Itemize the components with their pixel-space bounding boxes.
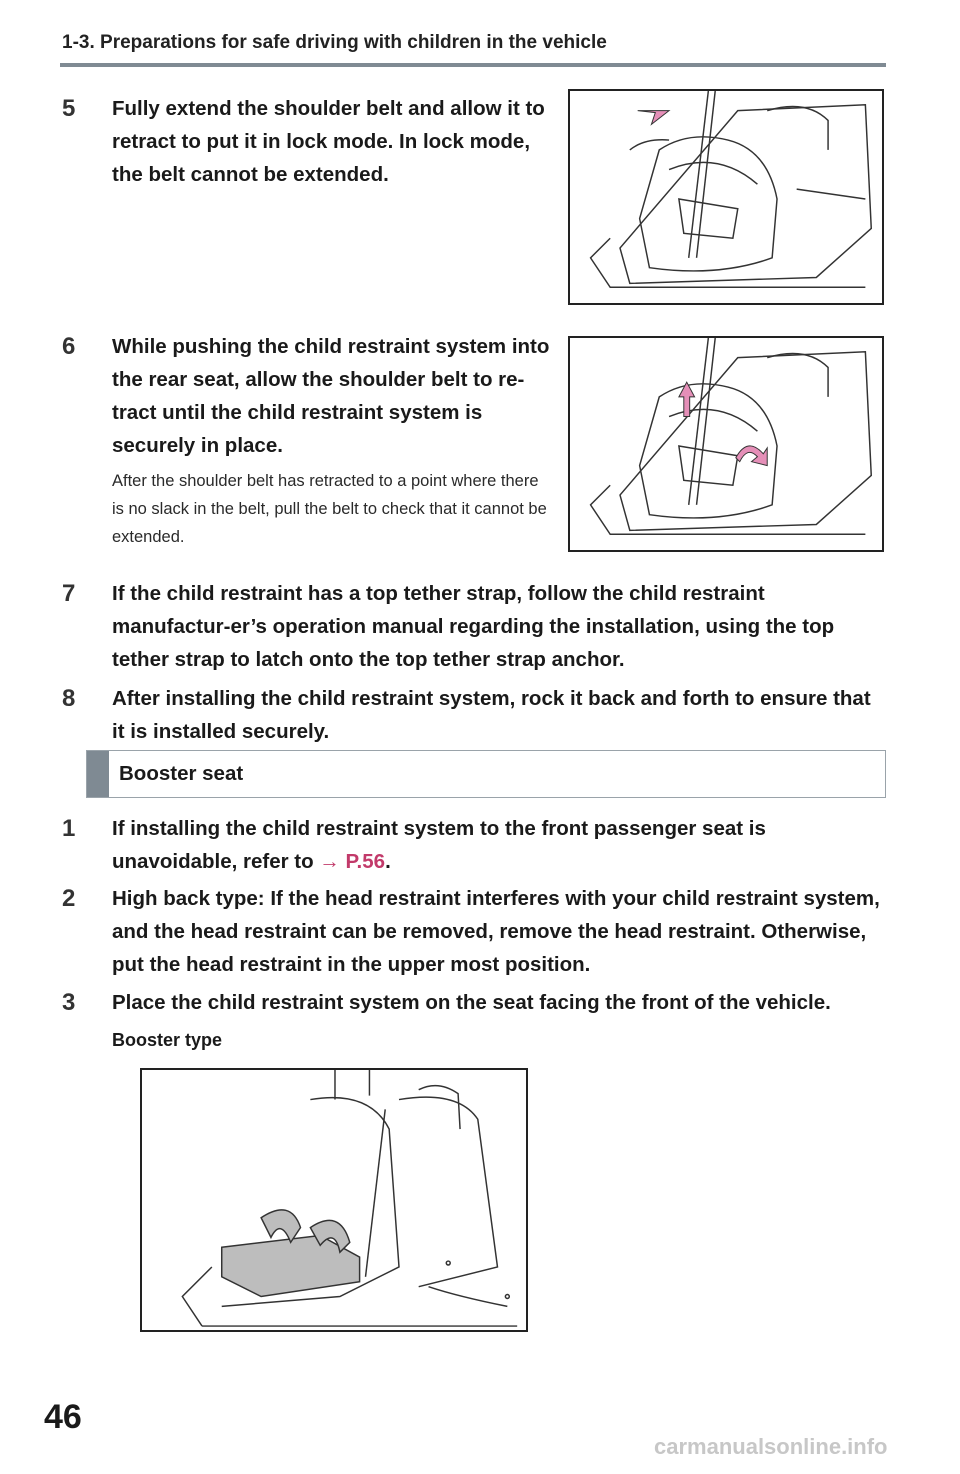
booster-type-label: Booster type: [112, 1030, 223, 1050]
step-number: 5: [62, 95, 76, 122]
step-text: High back type: If the head restraint interferes with your child restraint system, and the head restraint can be removed, remove the head restraint. Otherwise, put the head restraint in the upper most position.: [112, 887, 880, 976]
step-number: 3: [62, 989, 76, 1016]
booster-step-2: [62, 882, 888, 981]
section-header: 1-3. Preparations for safe driving with children in the vehicle: [62, 32, 607, 53]
header-rule: [60, 63, 886, 67]
step-text: Fully extend the shoulder belt and allow it to retract to put it in lock mode. In lock mode, the belt cannot be extended.: [112, 97, 545, 186]
booster-step-1: [62, 812, 888, 878]
booster-step-3: [62, 986, 888, 1019]
section-title: Booster seat: [119, 762, 244, 785]
step-8: [62, 682, 888, 748]
page-reference-link[interactable]: → P.56: [319, 850, 386, 873]
page-number: 46: [44, 1398, 82, 1436]
section-tab: [87, 751, 109, 797]
illustration-booster-seat: [140, 1068, 528, 1332]
step-number: 7: [62, 580, 76, 607]
illustration-lock-mode: [568, 89, 884, 305]
illustration-retract-belt: [568, 336, 884, 552]
step-text: [112, 812, 888, 878]
child-seat-lock-mode-drawing: [570, 91, 882, 303]
booster-seat-drawing: [142, 1070, 526, 1330]
step-text: After installing the child restraint system, rock it back and forth to ensure that it is installed securely.: [112, 687, 871, 743]
site-watermark: carmanualsonline.info: [654, 1434, 888, 1459]
child-seat-retract-drawing: [570, 338, 882, 550]
section-heading-booster-seat: [86, 750, 886, 798]
step-text-end: .: [385, 850, 391, 873]
step-6-note: After the shoulder belt has retracted to a point where there is no slack in the belt, pull the belt to check that it cannot be extended.: [112, 472, 547, 546]
step-text: Place the child restraint system on the seat facing the front of the vehicle.: [112, 991, 831, 1014]
step-text: While pushing the child restraint system into the rear seat, allow the shoulder belt to re-tract until the child restraint system is securely in place.: [112, 335, 550, 457]
step-number: 8: [62, 685, 76, 712]
step-number: 2: [62, 885, 76, 912]
step-5: [62, 92, 552, 191]
step-text: If the child restraint has a top tether strap, follow the child restraint manufactur-er’s operation manual regarding the installation, using the top tether strap to latch onto the top tether strap anchor.: [112, 582, 835, 671]
step-number: 6: [62, 333, 76, 360]
step-6: [62, 330, 562, 462]
step-7: [62, 577, 888, 676]
step-text-main: If installing the child restraint system to the front passenger seat is unavoidable, refer to: [112, 817, 766, 873]
step-number: 1: [62, 815, 76, 842]
